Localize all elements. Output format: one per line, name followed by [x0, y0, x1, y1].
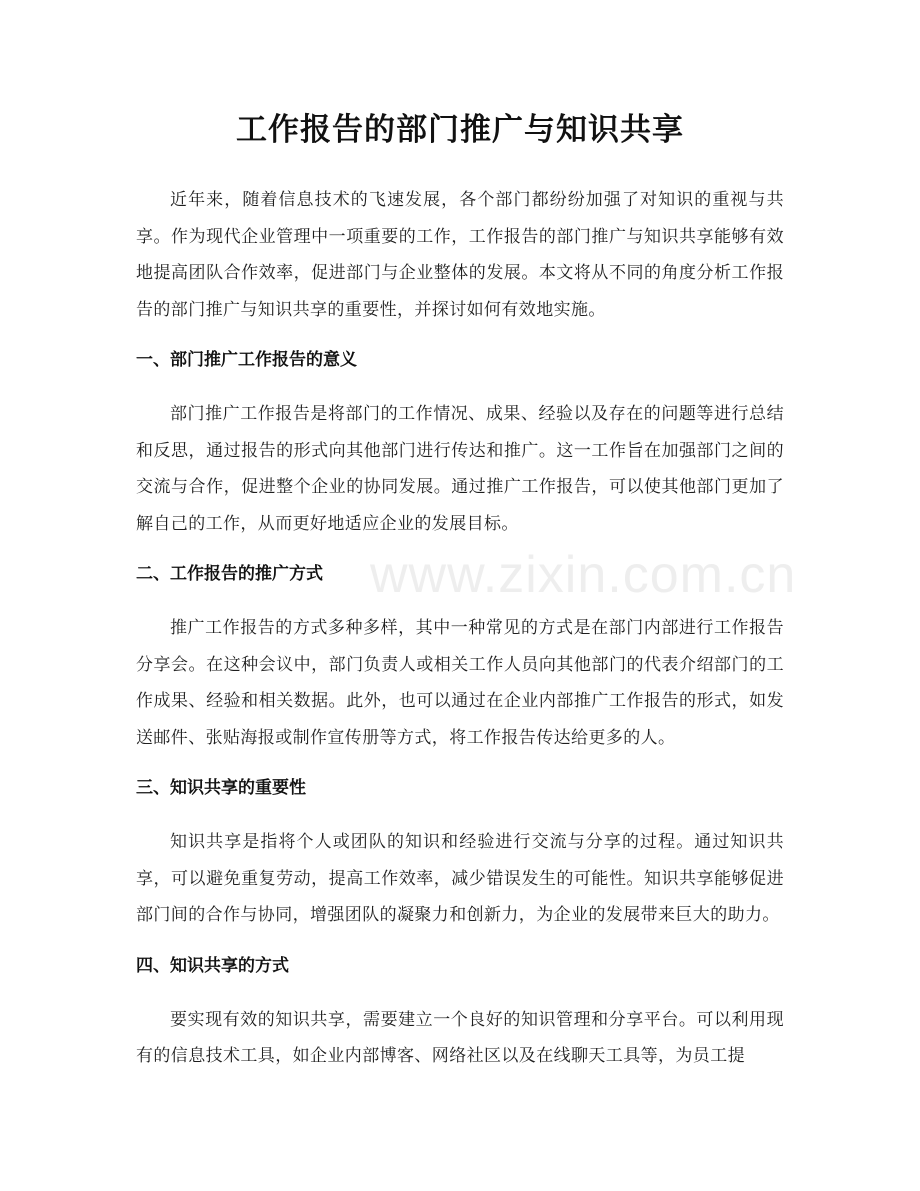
document-body	[136, 182, 784, 1075]
section-heading: 二、工作报告的推广方式	[136, 564, 323, 584]
document-title: 工作报告的部门推广与知识共享	[236, 112, 684, 148]
intro-paragraph: 近年来，随着信息技术的飞速发展，各个部门都纷纷加强了对知识的重视与共享。作为现代企业管理中一项重要的工作，工作报告的部门推广与知识共享能够有效地提高团队合作效率，促进部门与企业整体的发展。本文将从不同的角度分析工作报告的部门推广与知识共享的重要性，并探讨如何有效地实施。	[136, 190, 784, 320]
section-paragraph: 要实现有效的知识共享，需要建立一个良好的知识管理和分享平台。可以利用现有的信息技术工具，如企业内部博客、网络社区以及在线聊天工具等，为员工提	[136, 1009, 784, 1066]
section-paragraph: 部门推广工作报告是将部门的工作情况、成果、经验以及存在的问题等进行总结和反思，通过报告的形式向其他部门进行传达和推广。这一工作旨在加强部门之间的交流与合作，促进整个企业的协同发展。通过推广工作报告，可以使其他部门更加了解自己的工作，从而更好地适应企业的发展目标。	[136, 404, 784, 534]
section-2	[136, 556, 784, 756]
watermark: www.zixin.com.cn	[370, 546, 797, 604]
section-paragraph: 知识共享是指将个人或团队的知识和经验进行交流与分享的过程。通过知识共享，可以避免重复劳动，提高工作效率，减少错误发生的可能性。知识共享能够促进部门间的合作与协同，增强团队的凝聚力和创新力，为企业的发展带来巨大的助力。	[136, 832, 784, 925]
section-1	[136, 342, 784, 542]
section-3	[136, 770, 784, 934]
section-heading: 一、部门推广工作报告的意义	[136, 350, 357, 370]
section-paragraph: 推广工作报告的方式多种多样，其中一种常见的方式是在部门内部进行工作报告分享会。在这种会议中，部门负责人或相关工作人员向其他部门的代表介绍部门的工作成果、经验和相关数据。此外，也可以通过在企业内部推广工作报告的形式，如发送邮件、张贴海报或制作宣传册等方式，将工作报告传达给更多的人。	[136, 618, 784, 748]
section-4	[136, 948, 784, 1075]
section-heading: 三、知识共享的重要性	[136, 778, 306, 798]
section-heading: 四、知识共享的方式	[136, 955, 289, 976]
